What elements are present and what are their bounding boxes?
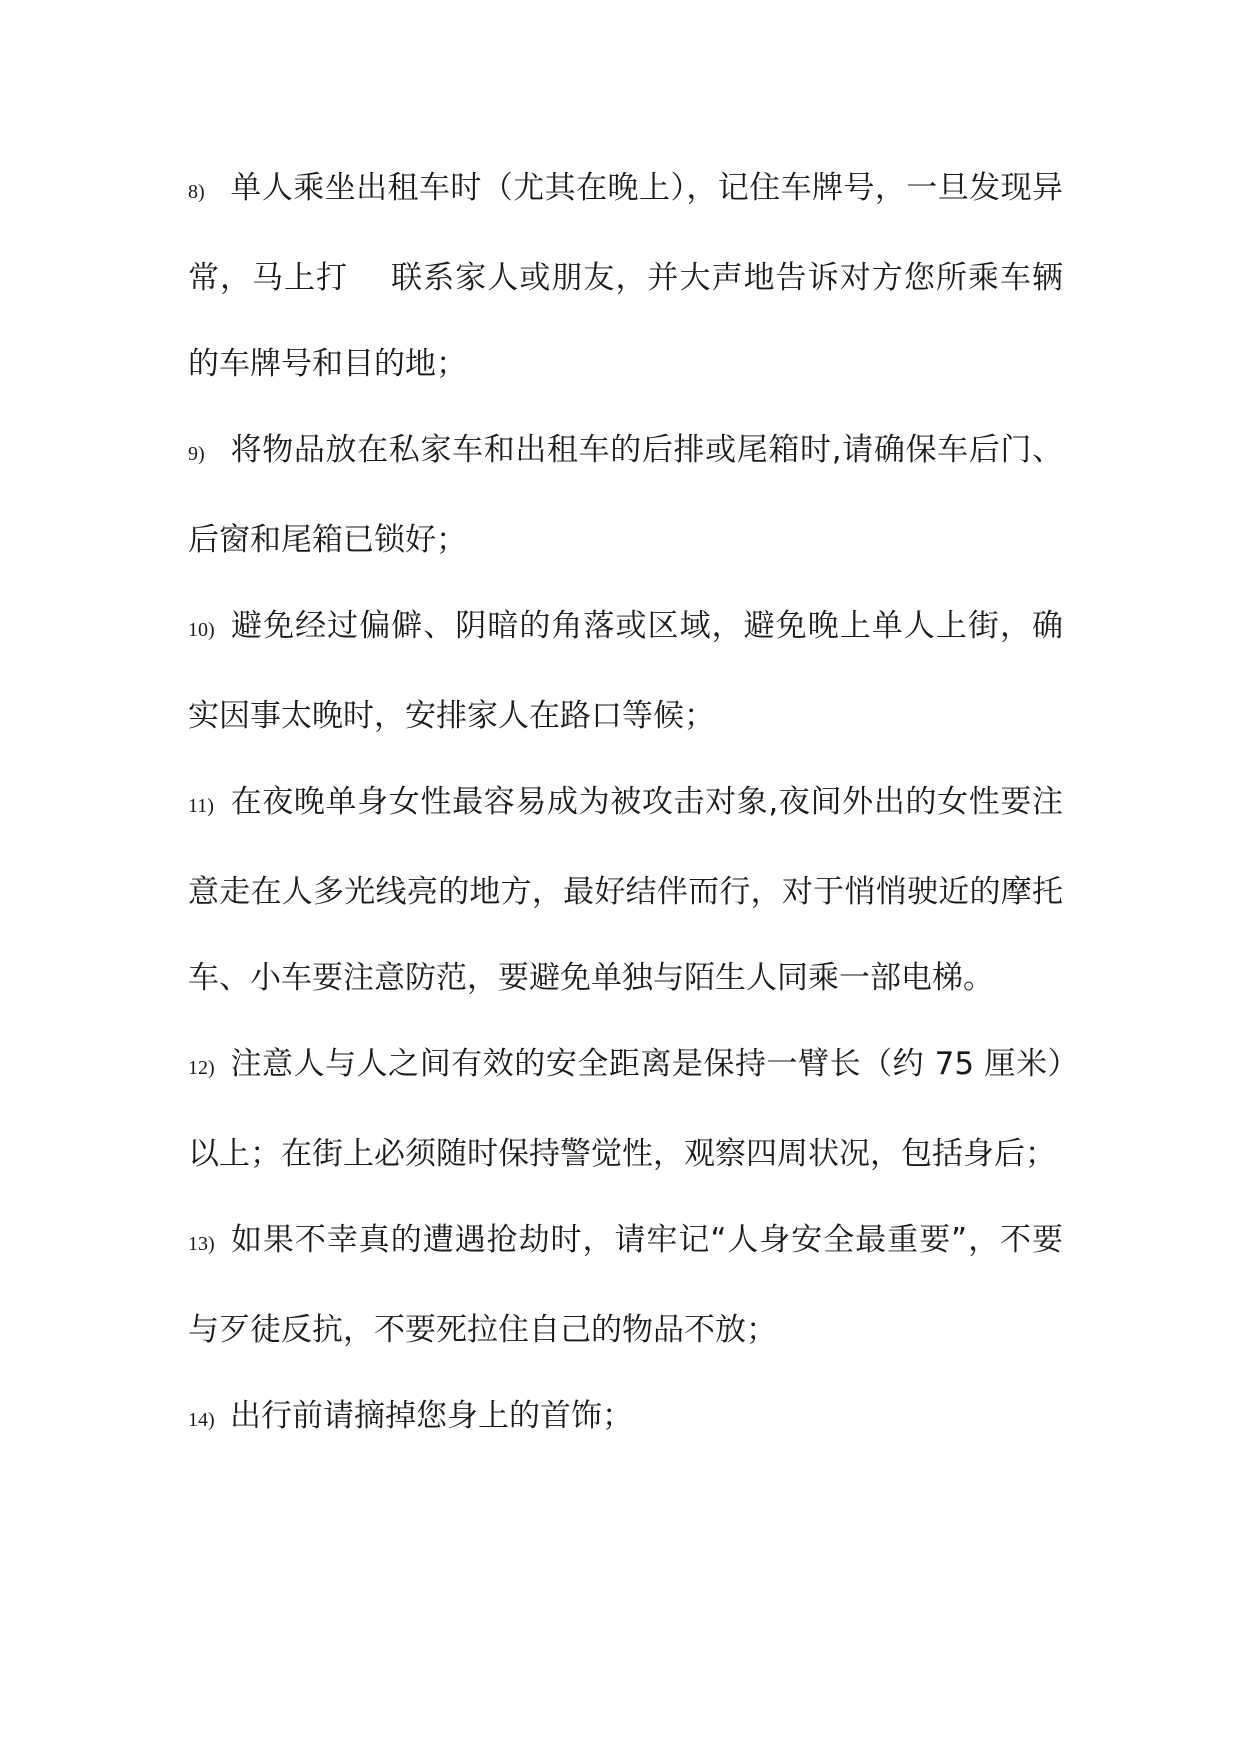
item-text: 避免经过偏僻、阴暗的角落或区域，避免晚上单人上街，确实因事太晚时，安排家人在路口等候； — [188, 608, 1063, 734]
item-number: 13) — [188, 1233, 215, 1255]
item-number: 10) — [188, 619, 215, 641]
list-item — [188, 583, 1063, 759]
item-number: 8) — [188, 181, 205, 203]
item-text: 单人乘坐出租车时（尤其在晚上），记住车牌号，一旦发现异常，马上打 联系家人或朋友，并大声地告诉对方您所乘车辆的车牌号和目的地； — [188, 170, 1063, 382]
list-item — [188, 759, 1063, 1021]
list-item — [188, 1197, 1063, 1373]
item-text: 在夜晚单身女性最容易成为被攻击对象,夜间外出的女性要注意走在人多光线亮的地方，最好结伴而行，对于悄悄驶近的摩托车、小车要注意防范，要避免单独与陌生人同乘一部电梯。 — [188, 784, 1063, 996]
item-text: 如果不幸真的遭遇抢劫时，请牢记“人身安全最重要”，不要与歹徒反抗，不要死拉住自己的物品不放； — [188, 1222, 1063, 1348]
list-item — [188, 1021, 1063, 1197]
list-item — [188, 145, 1063, 407]
list-item — [188, 1373, 1063, 1463]
list-item — [188, 407, 1063, 583]
safety-tips-list — [188, 145, 1063, 1463]
item-number: 14) — [188, 1409, 215, 1431]
item-number: 12) — [188, 1057, 215, 1079]
item-number: 11) — [188, 795, 214, 817]
item-number: 9) — [188, 443, 205, 465]
item-text: 出行前请摘掉您身上的首饰； — [230, 1398, 633, 1434]
item-text: 注意人与人之间有效的安全距离是保持一臂长（约 75 厘米）以上；在街上必须随时保持警觉性，观察四周状况，包括身后； — [188, 1046, 1063, 1172]
item-text: 将物品放在私家车和出租车的后排或尾箱时,请确保车后门、后窗和尾箱已锁好； — [188, 432, 1063, 558]
